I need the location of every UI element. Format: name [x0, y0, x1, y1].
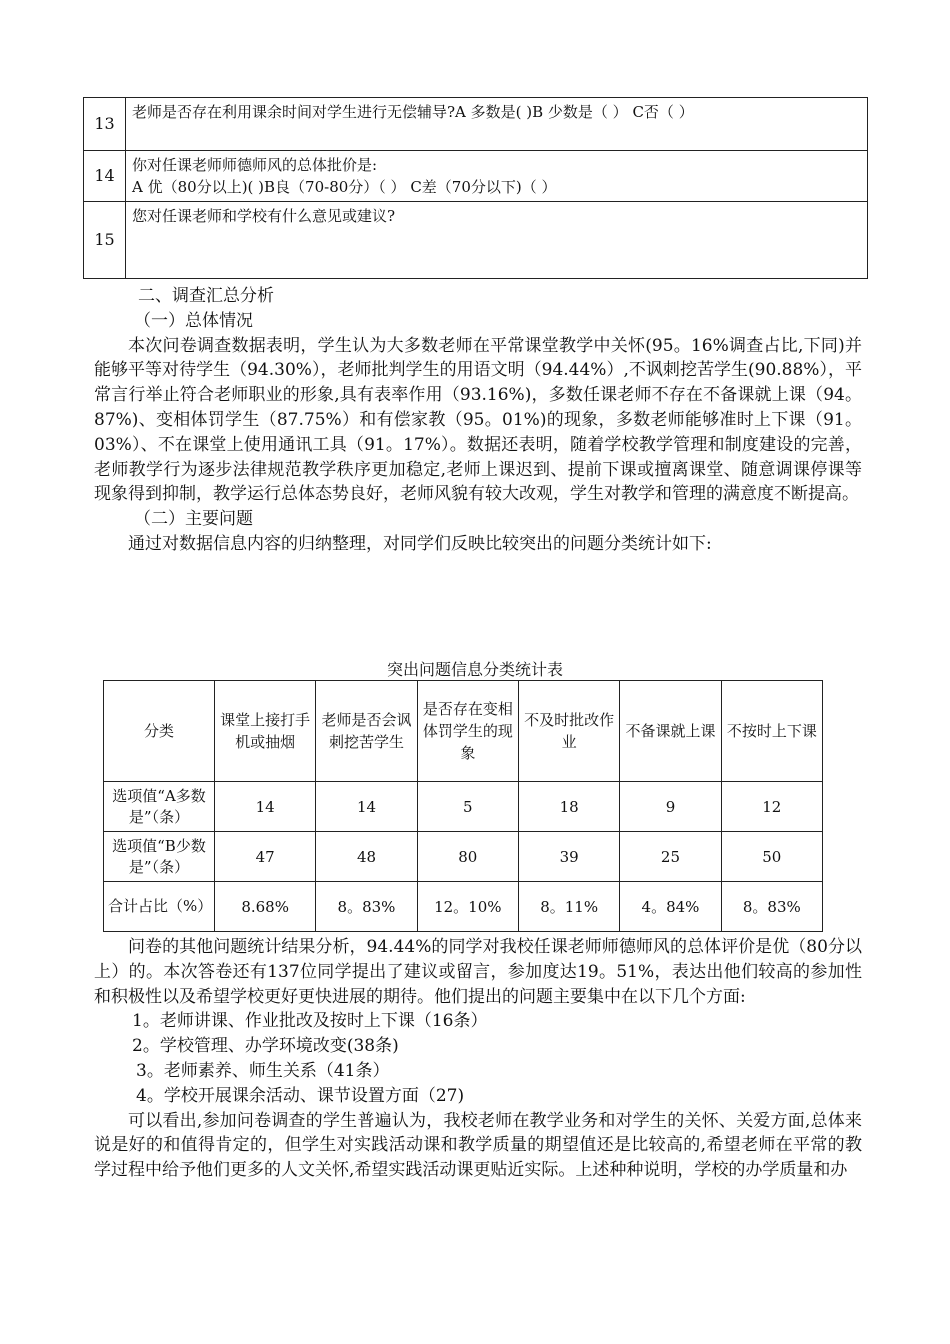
table-caption: 突出问题信息分类统计表: [386, 660, 563, 679]
table-cell: 8。83%: [316, 882, 417, 932]
table-cell: 12。10%: [417, 882, 518, 932]
table-cell: 4。84%: [620, 882, 721, 932]
subsection-title: （二）主要问题: [134, 509, 253, 530]
row-label: 合计占比（%）: [104, 882, 215, 932]
section-title: 二、调查汇总分析: [138, 286, 274, 306]
analysis-section-bottom: [94, 935, 862, 1183]
table-cell: 12: [721, 782, 822, 832]
list-item: 4。学校开展课余活动、课节设置方面（27): [136, 1085, 465, 1106]
list-item: 2。学校管理、办学环境改变(38条): [132, 1036, 399, 1057]
header-cell: 是否存在变相体罚学生的现象: [417, 681, 518, 782]
table-cell: 14: [215, 782, 316, 832]
survey-row-13: [84, 98, 868, 151]
header-cell: 不备课就上课: [620, 681, 721, 782]
table-row: [104, 882, 823, 932]
table-cell: 18: [518, 782, 619, 832]
results-paragraph: 问卷的其他问题统计结果分析，94.44%的同学对我校任课老师师德师风的总体评价是优（80分以上）的。本次答卷还有137位同学提出了建议或留言，参加度达19。51%，表达出他们较高的参加性和积极性以及希望学校更好更快进展的期待。他们提出的问题主要集中在以下几个方面:: [94, 937, 862, 1007]
table-cell: 47: [215, 832, 316, 882]
question-cell: [126, 151, 868, 202]
table-cell: 9: [620, 782, 721, 832]
question-text: 您对任课老师和学校有什么意见或建议?: [126, 202, 868, 279]
list-item: 3。老师素养、师生关系（41条）: [136, 1060, 390, 1081]
table-cell: 48: [316, 832, 417, 882]
header-cell: 老师是否会讽刺挖苦学生: [316, 681, 417, 782]
survey-row-14: [84, 151, 868, 202]
conclusion-paragraph: 可以看出,参加问卷调查的学生普遍认为，我校老师在教学业务和对学生的关怀、关爱方面,总体来说是好的和值得肯定的，但学生对实践活动课和教学质量的期望值还是比较高的,希望老师在平常的教学过程中给予他们更多的人文关怀,希望实践活动课更贴近实际。上述种种说明，学校的办学质量和办: [94, 1110, 862, 1181]
row-label: 选项值“B少数是”（条）: [104, 832, 215, 882]
question-number: 14: [84, 151, 126, 202]
table-row: [104, 782, 823, 832]
table-cell: 80: [417, 832, 518, 882]
survey-row-15: [84, 202, 868, 279]
table-cell: 8.68%: [215, 882, 316, 932]
question-text: 你对任课老师师德师风的总体批价是:: [132, 156, 378, 174]
table-header-row: [104, 681, 823, 782]
list-item: 1。老师讲课、作业批改及按时上下课（16条）: [132, 1011, 488, 1032]
header-cell: 不及时批改作业: [518, 681, 619, 782]
question-text: 老师是否存在利用课余时间对学生进行无偿辅导?A 多数是( )B 少数是（ ） C否（ ）: [126, 98, 868, 151]
survey-question-table: [83, 97, 868, 279]
problem-statistics-table: [103, 680, 823, 932]
table-cell: 39: [518, 832, 619, 882]
table-cell: 14: [316, 782, 417, 832]
table-cell: 25: [620, 832, 721, 882]
question-number: 15: [84, 202, 126, 279]
row-label: 选项值“A多数是”（条）: [104, 782, 215, 832]
question-number: 13: [84, 98, 126, 151]
header-cell: 课堂上接打手机或抽烟: [215, 681, 316, 782]
analysis-section-top: [94, 284, 862, 557]
overall-paragraph: 本次问卷调查数据表明，学生认为大多数老师在平常课堂教学中关怀(95。16%调查占比,下同)并能够平等对待学生（94.30%），老师批判学生的用语文明（94.44%）,不讽刺挖苦学生(90.88%），平常言行举止符合老师职业的形象,具有表率作用（93.16%)，多数任课老师不存在不备课就上课（94。87%)、变相体罚学生（87.75%）和有偿家教（95。01%)的现象，多数老师能够准时上下课（91。03%）、不在课堂上使用通讯工具（91。17%）。数据还表明，随着学校教学管理和制度建设的完善，老师教学行为逐步法律规范教学秩序更加稳定,老师上课迟到、提前下课或擅离课堂、随意调课停课等现象得到抑制，教学运行总体态势良好，老师风貌有较大改观，学生对教学和管理的满意度不断提高。: [94, 335, 862, 505]
problems-intro-paragraph: 通过对数据信息内容的归纳整理，对同学们反映比较突出的问题分类统计如下:: [128, 533, 712, 554]
subsection-title: （一）总体情况: [134, 310, 253, 331]
header-cell: 不按时上下课: [721, 681, 822, 782]
table-cell: 5: [417, 782, 518, 832]
table-cell: 8。11%: [518, 882, 619, 932]
table-cell: 8。83%: [721, 882, 822, 932]
table-cell: 50: [721, 832, 822, 882]
question-options: A 优（80分以上)( )B良（70-80分）（ ） C差（70分以下)（ ）: [132, 178, 557, 196]
header-cell: 分类: [104, 681, 215, 782]
table-row: [104, 832, 823, 882]
